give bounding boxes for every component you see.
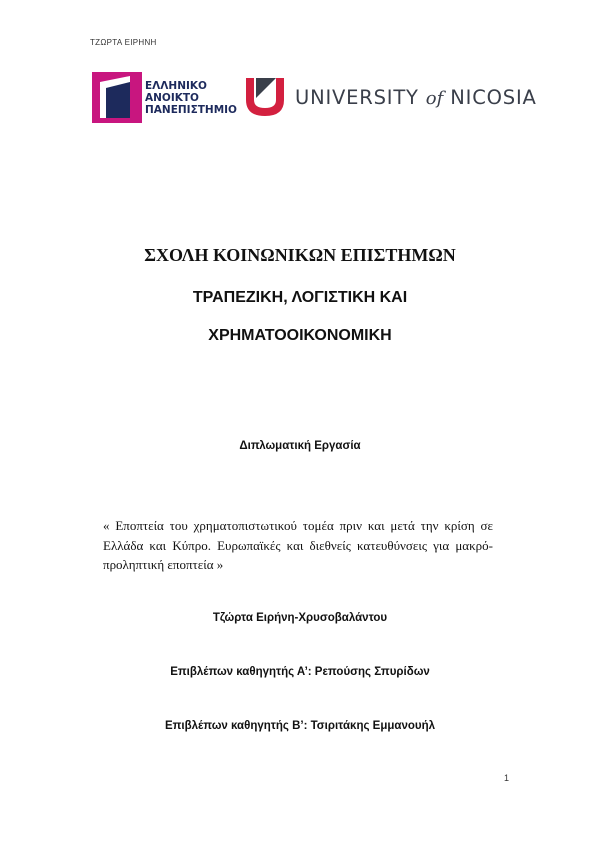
unic-logo-icon xyxy=(244,76,286,118)
author-name: Τζώρτα Ειρήνη-Χρυσοβαλάντου xyxy=(212,612,388,624)
supervisor-a: Επιβλέπων καθηγητής Α’: Ρεπούσης Σπυρίδων xyxy=(170,666,430,678)
thesis-title: « Εποπτεία του χρηματοπιστωτικού τομέα πριν και μετά την κρίση σε Ελλάδα και Κύπρο. Ευρωπαϊκές και διεθνείς κατευθύνσεις για μακρό-προληπτική εποπτεία » xyxy=(103,518,493,572)
school-title: ΣΧΟΛΗ ΚΟΙΝΩΝΙΚΩΝ ΕΠΙΣΤΗΜΩΝ xyxy=(144,245,456,265)
unic-logo-text: UNIVERSITY of NICOSIA xyxy=(295,86,537,109)
department-line-1: ΤΡΑΠΕΖΙΚΗ, ΛΟΓΙΣΤΙΚΗ ΚΑΙ xyxy=(192,289,408,306)
running-header: ΤΖΩΡΤΑ ΕΙΡΗΝΗ xyxy=(90,38,157,47)
supervisor-b: Επιβλέπων καθηγητής Β’: Τσιριτάκης Εμμανουήλ xyxy=(164,720,436,732)
department-line-2: ΧΡΗΜΑΤΟΟΙΚΟΝΟΜΙΚΗ xyxy=(208,327,392,344)
eap-logo-text: ΕΛΛΗΝΙΚΟ ΑΝΟΙΚΤΟ ΠΑΝΕΠΙΣΤΗΜΙΟ xyxy=(145,80,237,116)
page-number: 1 xyxy=(504,773,510,783)
thesis-type: Διπλωματική Εργασία xyxy=(239,440,361,452)
